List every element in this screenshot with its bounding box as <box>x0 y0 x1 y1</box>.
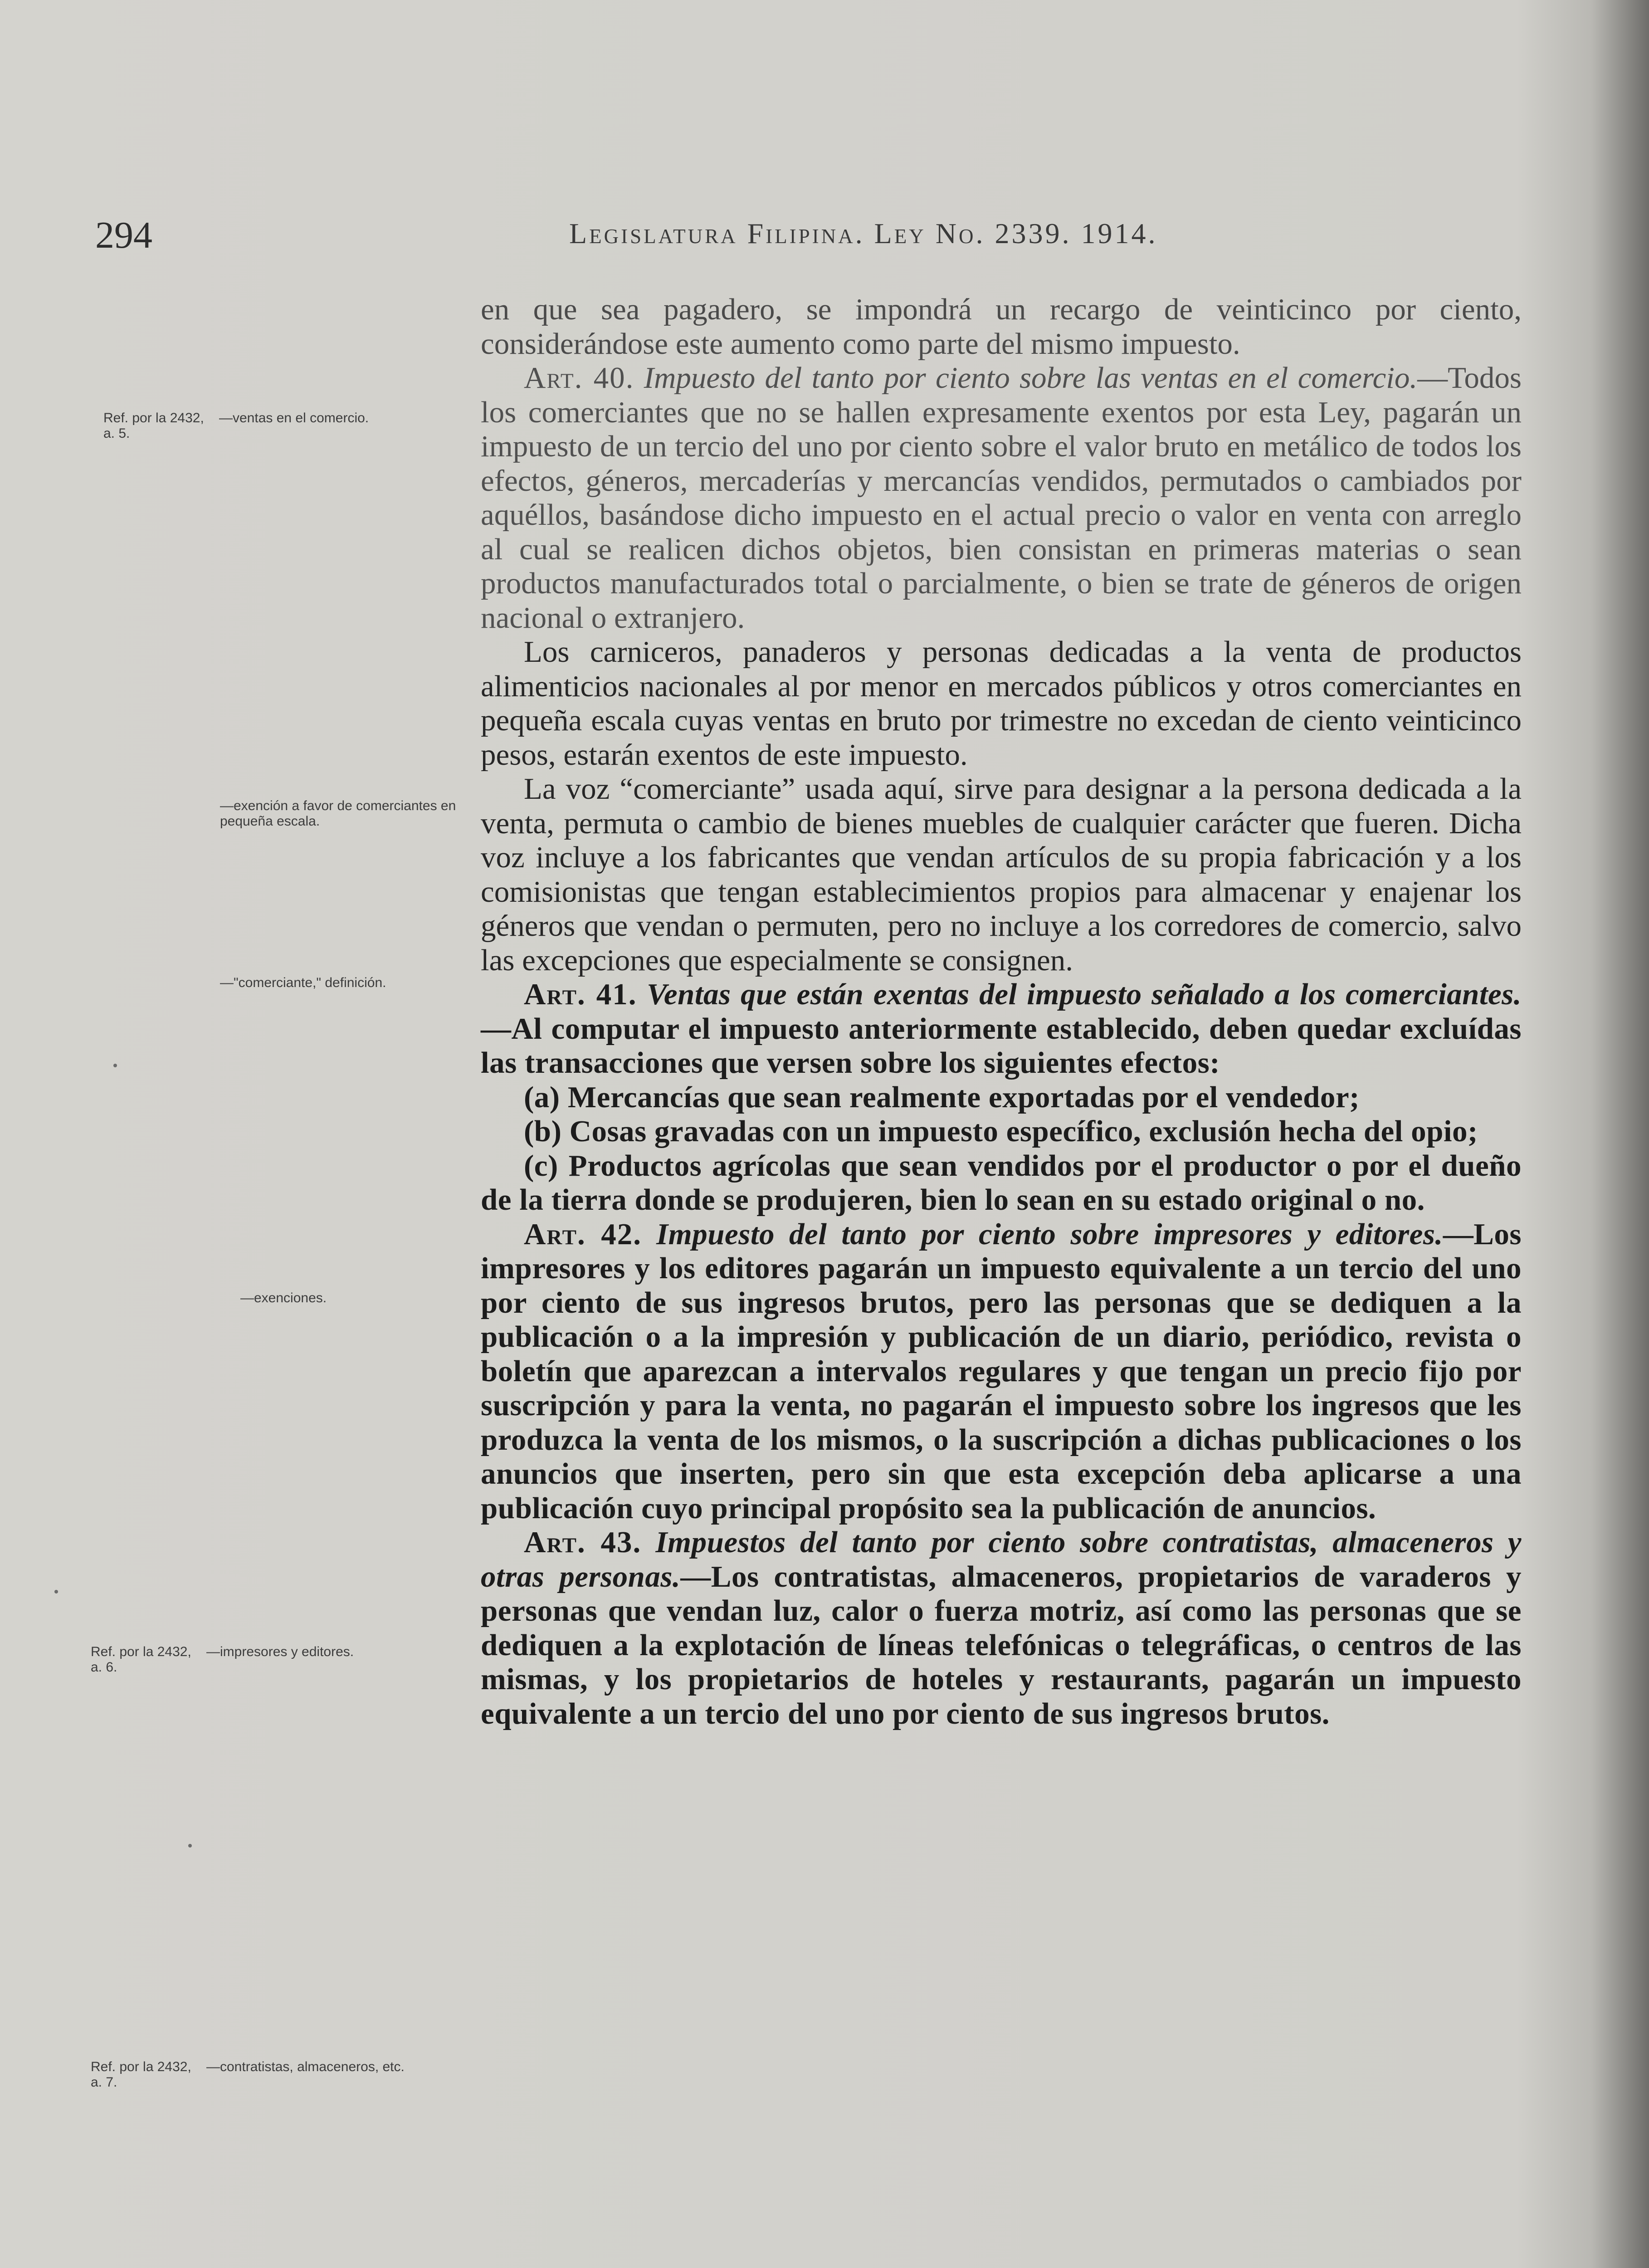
article-41-text: —Al computar el impuesto anteriormente establecido, deben quedar excluídas las transacciones que versen sobre los siguientes efectos: <box>481 1012 1522 1080</box>
article-40-number: Art. 40. <box>524 361 634 395</box>
article-43-text: —Los contratistas, almaceneros, propietarios de varaderos y personas que vendan luz, calor o fuerza motriz, así como las personas que se dediquen a la explotación de líneas telefónicas o telegráficas, o centros de las mismas, y los propietarios de hoteles y restaurants, pagarán un impuesto equivalente a un tercio del uno por ciento de sus ingresos brutos. <box>481 1559 1522 1730</box>
list-item-a: (a) Mercancías que sean realmente exportadas por el vendedor; <box>524 1080 1360 1114</box>
article-40-text: —Todos los comerciantes que no se hallen expresamente exentos por esta Ley, pagarán un impuesto de un tercio del uno por ciento sobre el valor bruto en metálico de todos los efectos, géneros, mercaderías y mercancías vendidos, permutados o cambiados por aquéllos, basándose dicho impuesto en el actual precio o valor en venta con arreglo al cual se realicen dichos objetos, bien consistan en primeras materias o sean productos manufacturados total o parcialmente, o bien se trate de géneros de origen nacional o extranjero. <box>481 361 1522 635</box>
margin-note-small-merchants: —exención a favor de comerciantes en pequeña escala. <box>220 798 456 829</box>
article-40 <box>481 361 1522 635</box>
margin-note-art43-ref: Ref. por la 2432, a. 7. <box>91 2059 191 2090</box>
list-item-c: (c) Productos agrícolas que sean vendidos por el productor o por el dueño de la tierra donde se produjeren, bien lo sean en su estado original o no. <box>481 1149 1522 1217</box>
article-42-text: —Los impresores y los editores pagarán un impuesto equivalente a un tercio del uno por ciento de sus ingresos brutos, pero las personas que se dediquen a la publicación o a la impresión y publicación de un diario, periódico, revista o boletín que aparezcan a intervalos regulares y que tengan un precio fijo por suscripción y para la venta, no pagarán el impuesto sobre los ingresos que les produzca la venta de los mismos, o la suscripción a dichas publicaciones o los anuncios que inserten, pero sin que esta excepción deba aplicarse a una publicación cuyo principal propósito sea la publicación de anuncios. <box>481 1217 1522 1525</box>
paragraph-small-merchants: Los carniceros, panaderos y personas dedicadas a la venta de productos alimenticios nacionales al por menor en mercados públicos y otros comerciantes en pequeña escala cuyas ventas en bruto por trimestre no excedan de ciento veinticinco pesos, estarán exentos de este impuesto. <box>481 635 1522 772</box>
page-header <box>0 213 1649 268</box>
article-43-title: Impuestos del tanto por ciento sobre contratistas, almaceneros y otras personas. <box>481 1525 1522 1593</box>
running-head: Legislatura Filipina. Ley No. 2339. 1914. <box>569 217 1158 249</box>
list-item-b: (b) Cosas gravadas con un impuesto específico, exclusión hecha del opio; <box>524 1114 1478 1148</box>
article-41 <box>481 978 1522 1080</box>
print-speck <box>54 1590 58 1593</box>
article-41-number: Art. 41. <box>524 978 637 1011</box>
margin-note-art40-ref: Ref. por la 2432, a. 5. <box>103 411 204 441</box>
margin-note-exemptions: —exenciones. <box>240 1290 327 1305</box>
article-42-number: Art. 42. <box>524 1217 642 1251</box>
article-41-title: Ventas que están exentas del impuesto señalado a los comerciantes. <box>647 978 1522 1011</box>
page-number: 294 <box>95 214 152 256</box>
margin-note-art42-ref: Ref. por la 2432, a. 6. <box>91 1644 191 1675</box>
article-40-title: Impuesto del tanto por ciento sobre las ventas en el comercio. <box>644 361 1418 395</box>
article-42 <box>481 1217 1522 1526</box>
margin-note-art42-desc: —impresores y editores. <box>206 1644 354 1659</box>
paragraph-continuation: en que sea pagadero, se impondrá un recargo de veinticinco por ciento, considerándose este aumento como parte del mismo impuesto. <box>481 293 1522 361</box>
main-text-column <box>481 293 1522 1731</box>
margin-note-art43-desc: —contratistas, almaceneros, etc. <box>206 2059 405 2074</box>
paragraph-definition: La voz “comerciante” usada aquí, sirve para designar a la persona dedicada a la venta, permuta o cambio de bienes muebles de cualquier carácter que fueren. Dicha voz incluye a los fabricantes que vendan artículos de su propia fabricación y a los comisionistas que tengan establecimientos propios para almacenar y enajenar los géneros que vendan o permuten, pero no incluye a los corredores de comercio, salvo las excepciones que especialmente se consignen. <box>481 772 1522 977</box>
article-43-number: Art. 43. <box>524 1525 642 1559</box>
article-43 <box>481 1525 1522 1731</box>
article-42-title: Impuesto del tanto por ciento sobre impresores y editores. <box>656 1217 1443 1251</box>
print-speck <box>188 1844 192 1848</box>
print-speck <box>113 1064 117 1067</box>
margin-note-definition: —"comerciante," definición. <box>220 975 386 990</box>
margin-note-art40-desc: —ventas en el comercio. <box>219 411 369 425</box>
